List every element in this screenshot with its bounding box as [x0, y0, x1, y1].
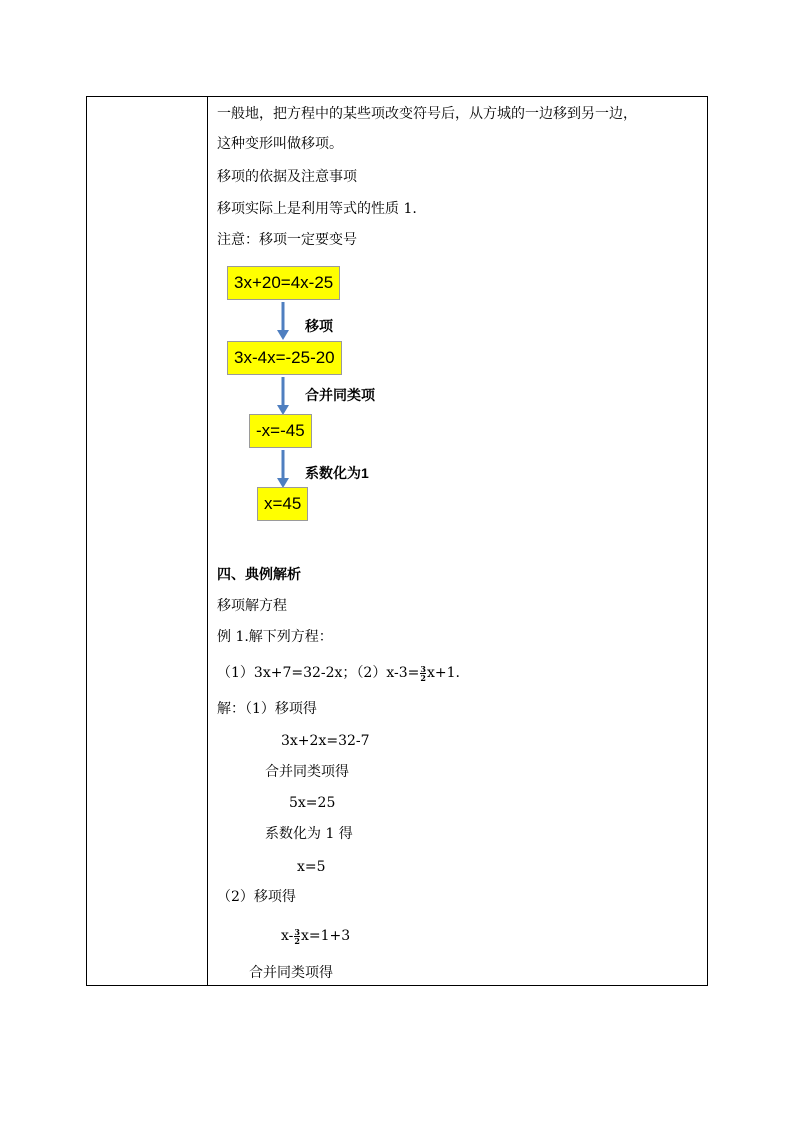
down-arrow-icon — [277, 377, 289, 415]
part2-step-1: x- $\frac{3}{2}$ x=1+3 — [281, 926, 351, 946]
fraction-three-halves: $\frac{3}{2}$ — [420, 663, 426, 683]
definition-line-1: 一般地，把方程中的某些项改变符号后，从方城的一边移到另一边， — [217, 106, 637, 122]
table-left-column — [87, 97, 208, 985]
equation-box-3: -x=-45 — [249, 414, 312, 448]
part2-step-2: 合并同类项得 — [249, 965, 333, 981]
equation-box-1: 3x+20=4x-25 — [227, 266, 340, 300]
solution-step-1: 3x+2x=32-7 — [281, 733, 370, 749]
definition-line-2: 这种变形叫做移项。 — [217, 136, 343, 152]
solution-step-5: x=5 — [297, 859, 326, 875]
down-arrow-icon — [277, 450, 289, 488]
solution-step-3: 5x=25 — [289, 795, 336, 811]
basis-heading: 移项的依据及注意事项 — [217, 169, 357, 185]
solution-step-4: 系数化为 1 得 — [265, 826, 353, 842]
step-label-2: 合并同类项 — [305, 387, 375, 403]
section-subtitle: 移项解方程 — [217, 598, 287, 614]
solution-step-2: 合并同类项得 — [265, 764, 349, 780]
solution-intro: 解：（1）移项得 — [217, 701, 317, 717]
step-label-3: 系数化为1 — [305, 465, 369, 481]
example-heading: 例 1.解下列方程： — [217, 629, 333, 645]
problem-2-prefix: （2）x-3= — [356, 665, 420, 681]
table-content-cell — [209, 97, 707, 985]
basis-line-2: 注意：移项一定要变号 — [217, 232, 357, 248]
content-table — [86, 96, 708, 986]
equation-box-2: 3x-4x=-25-20 — [227, 341, 342, 375]
solution-part-2: （2）移项得 — [217, 889, 296, 905]
section-title: 四、典例解析 — [217, 567, 301, 583]
problem-1: （1）3x+7=32-2x； — [217, 665, 357, 681]
fraction-three-halves: $\frac{3}{2}$ — [294, 926, 300, 946]
down-arrow-icon — [277, 302, 289, 340]
basis-line-1: 移项实际上是利用等式的性质 1. — [217, 201, 417, 217]
equation-box-4: x=45 — [257, 487, 308, 521]
problem-line — [217, 664, 460, 682]
step-label-1: 移项 — [305, 318, 333, 334]
problem-2-suffix: x+1. — [426, 665, 460, 681]
